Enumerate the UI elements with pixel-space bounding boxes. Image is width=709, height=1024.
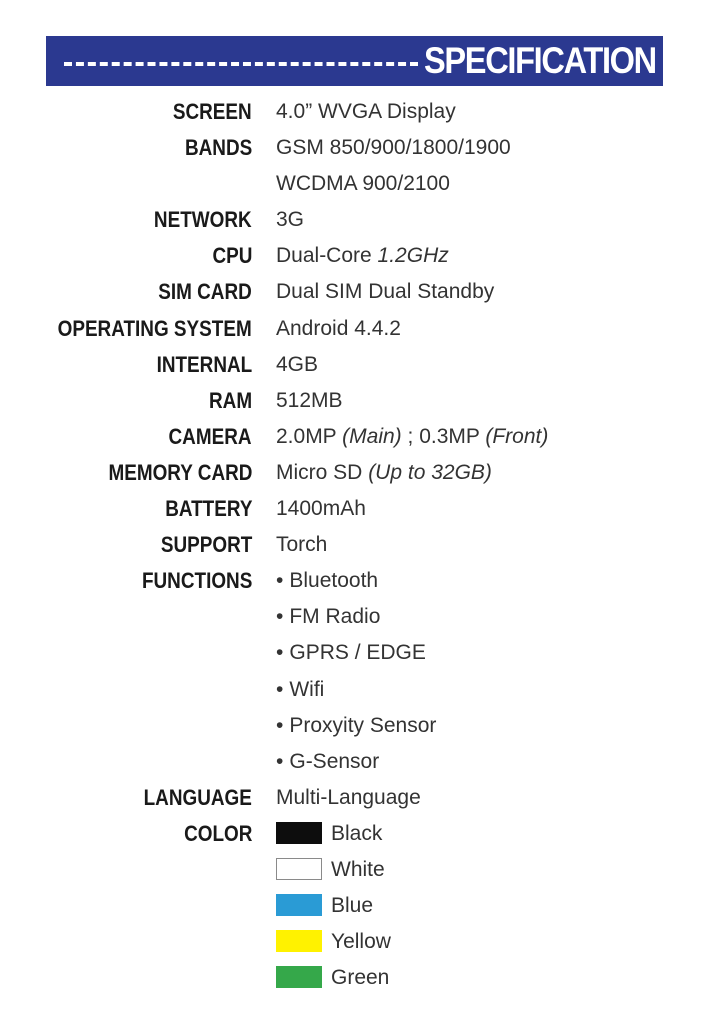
header-dashes-right xyxy=(666,62,696,66)
spec-value: Android 4.4.2 xyxy=(276,316,401,340)
color-name: Blue xyxy=(331,894,374,918)
spec-value: 4GB xyxy=(276,352,319,376)
color-name: Yellow xyxy=(331,930,391,954)
spec-value xyxy=(276,238,449,274)
spec-row-support xyxy=(0,527,709,563)
bullet-icon: • xyxy=(276,569,284,593)
spec-row-bands xyxy=(0,130,709,166)
spec-row-color-continued xyxy=(0,888,709,924)
spec-label: LANGUAGE xyxy=(143,784,252,810)
function-item xyxy=(276,635,426,671)
spec-value xyxy=(276,419,548,455)
spec-label: BATTERY xyxy=(164,496,252,522)
spec-label: CAMERA xyxy=(168,423,252,449)
spec-row-functions-continued xyxy=(0,599,709,635)
bullet-icon: • xyxy=(276,749,284,773)
spec-row-language xyxy=(0,780,709,816)
spec-label: RAM xyxy=(208,387,252,413)
spec-value: WCDMA 900/2100 xyxy=(276,172,450,196)
spec-row-color-continued xyxy=(0,924,709,960)
color-swatch-blue xyxy=(276,894,322,916)
color-swatch-black xyxy=(276,822,322,844)
bullet-icon: • xyxy=(276,605,284,629)
spec-row-screen xyxy=(0,94,709,130)
spec-label: FUNCTIONS xyxy=(141,568,252,594)
spec-label: OPERATING SYSTEM xyxy=(57,315,252,341)
cpu-type: Dual-Core xyxy=(276,244,378,268)
spec-list xyxy=(0,94,709,996)
header-dashes-left xyxy=(64,62,418,66)
camera-main-value: 2.0MP xyxy=(276,424,343,448)
function-item-label: GPRS / EDGE xyxy=(289,641,426,665)
bullet-icon: • xyxy=(276,677,284,701)
spec-value xyxy=(276,455,492,491)
color-swatch-green xyxy=(276,966,322,988)
spec-row-functions-continued xyxy=(0,672,709,708)
color-swatch-yellow xyxy=(276,930,322,952)
spec-row-internal xyxy=(0,347,709,383)
spec-value: Torch xyxy=(276,533,328,557)
spec-row-color-continued xyxy=(0,960,709,996)
function-item-label: Wifi xyxy=(289,677,325,701)
bullet-icon: • xyxy=(276,713,284,737)
spec-label: COLOR xyxy=(183,820,252,846)
spec-row-cpu xyxy=(0,238,709,274)
spec-value: 1400mAh xyxy=(276,497,366,521)
spec-label: NETWORK xyxy=(154,207,252,233)
spec-row-camera xyxy=(0,419,709,455)
function-item xyxy=(276,563,378,599)
spec-row-color-continued xyxy=(0,852,709,888)
spec-title: SPECIFICATION xyxy=(424,40,656,81)
function-item xyxy=(276,599,380,635)
spec-row-sim-card xyxy=(0,274,709,310)
spec-row-ram xyxy=(0,383,709,419)
memory-type: Micro SD xyxy=(276,460,369,484)
color-swatch-white xyxy=(276,858,322,880)
function-item xyxy=(276,672,324,708)
function-item-label: Bluetooth xyxy=(289,569,379,593)
spec-row-functions-continued xyxy=(0,744,709,780)
spec-value: 4.0” WVGA Display xyxy=(276,100,456,123)
spec-row-functions-continued xyxy=(0,708,709,744)
spec-label: SIM CARD xyxy=(158,279,252,305)
spec-value: Multi-Language xyxy=(276,785,421,809)
spec-row-color xyxy=(0,816,709,852)
spec-row-operating-system xyxy=(0,311,709,347)
spec-label: INTERNAL xyxy=(156,351,252,377)
function-item-label: FM Radio xyxy=(289,605,381,629)
color-name: White xyxy=(331,857,385,881)
spec-header-banner xyxy=(46,36,663,86)
spec-row-bands-continued xyxy=(0,166,709,202)
spec-value: Dual SIM Dual Standby xyxy=(276,280,495,304)
memory-capacity: (Up to 32GB) xyxy=(368,460,492,484)
spec-label: CPU xyxy=(212,243,252,269)
spec-row-functions-continued xyxy=(0,635,709,671)
color-name: Green xyxy=(331,966,390,990)
camera-main-note: (Main) xyxy=(342,424,402,448)
function-item-label: G-Sensor xyxy=(289,749,380,773)
spec-value: 512MB xyxy=(276,388,343,412)
spec-label: MEMORY CARD xyxy=(107,459,252,485)
spec-label: SCREEN xyxy=(173,99,252,124)
cpu-speed: 1.2GHz xyxy=(377,244,449,268)
spec-label: BANDS xyxy=(184,135,252,161)
spec-row-battery xyxy=(0,491,709,527)
function-item xyxy=(276,744,379,780)
spec-row-memory-card xyxy=(0,455,709,491)
spec-value: 3G xyxy=(276,208,305,232)
spec-label: SUPPORT xyxy=(160,532,252,558)
spec-row-network xyxy=(0,202,709,238)
camera-separator: ; xyxy=(401,424,420,448)
camera-front-value: 0.3MP xyxy=(419,424,486,448)
color-name: Black xyxy=(331,821,383,845)
function-item-label: Proxyity Sensor xyxy=(289,713,437,737)
spec-value: GSM 850/900/1800/1900 xyxy=(276,136,511,160)
spec-row-functions xyxy=(0,563,709,599)
bullet-icon: • xyxy=(276,641,284,665)
function-item xyxy=(276,708,436,744)
camera-front-note: (Front) xyxy=(485,424,549,448)
